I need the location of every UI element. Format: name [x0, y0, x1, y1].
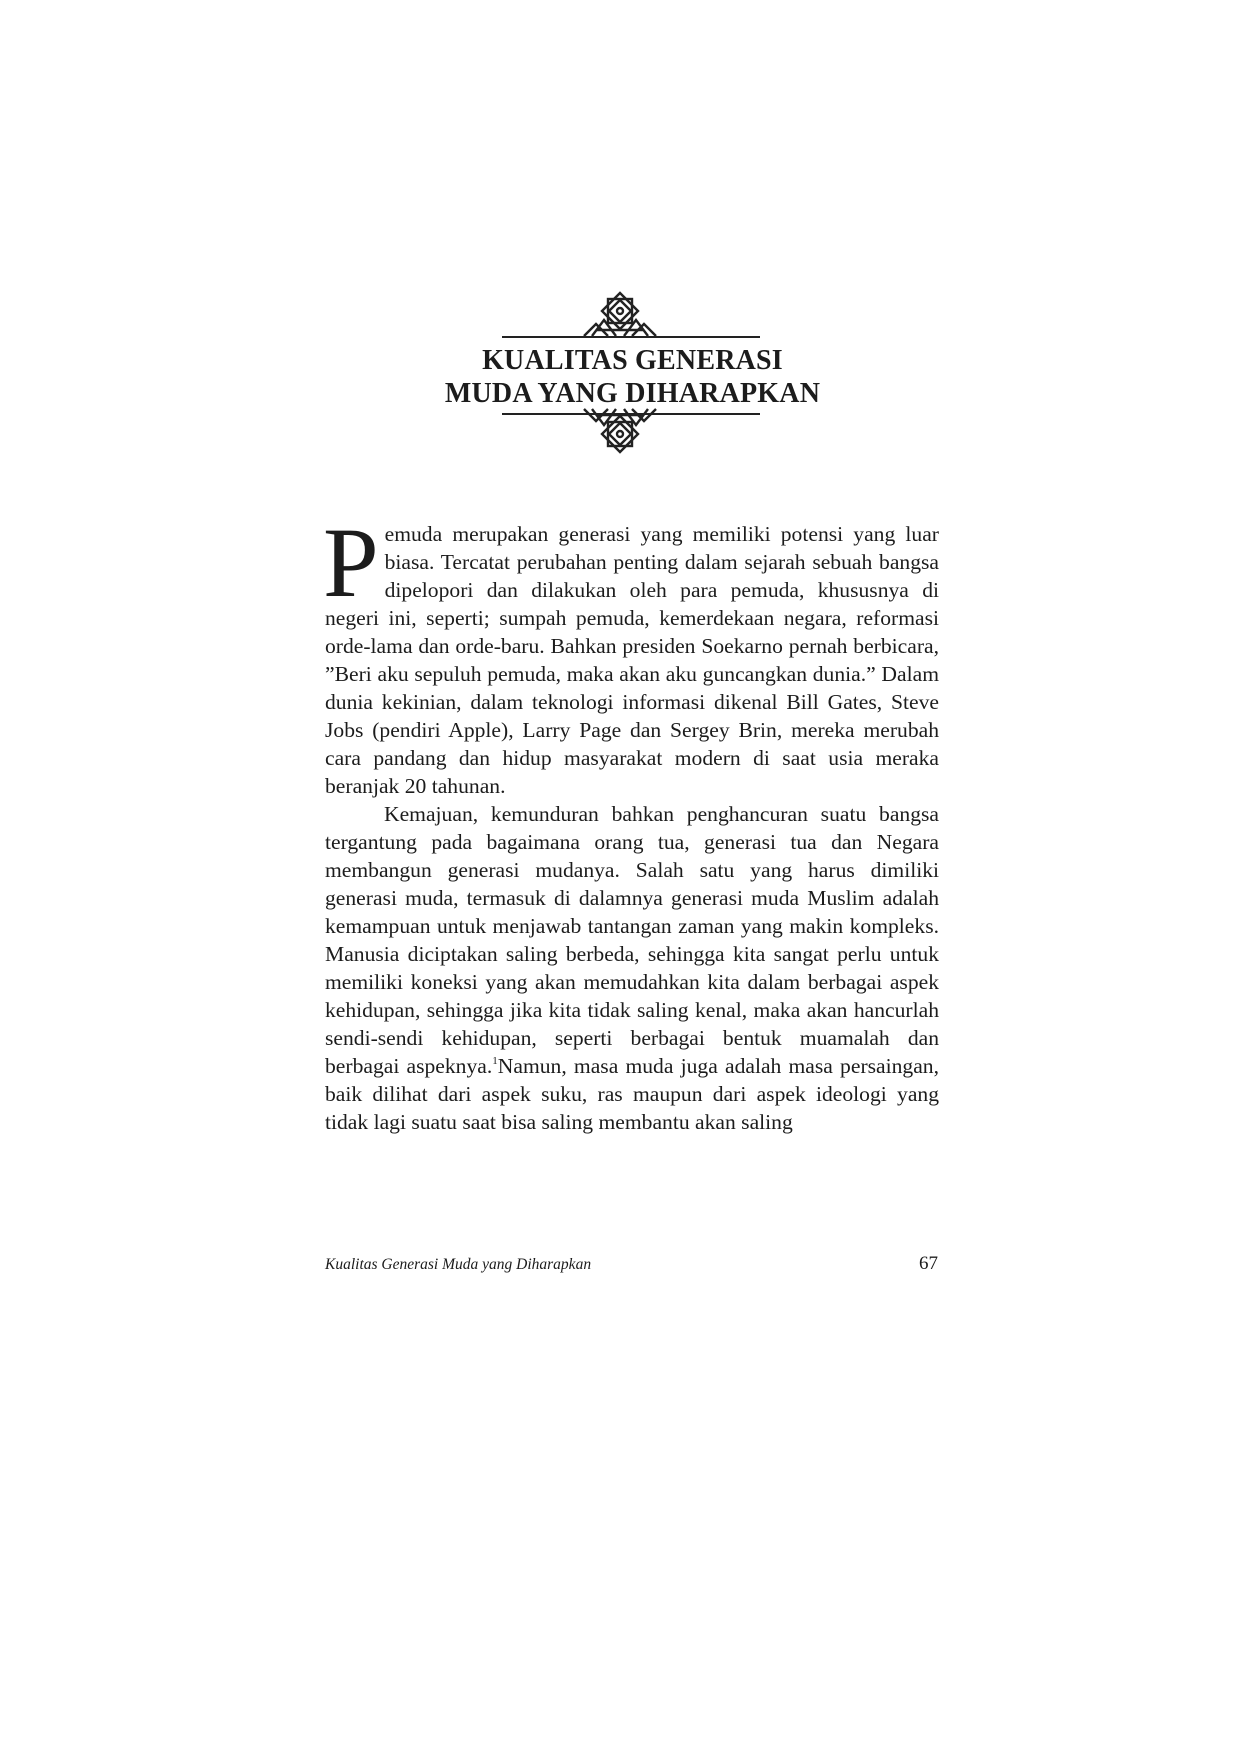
- ornament-top: [0, 290, 1240, 350]
- ornament-top-icon: [578, 290, 662, 342]
- paragraph-1-text: emuda merupakan generasi yang memiliki potensi yang luar biasa. Tercatat perubahan penting dalam sejarah sebuah bangsa dipelopori dan dilakukan oleh para pemuda, khususnya di negeri ini, seperti; sumpah pemuda, kemerdekaan negara, reformasi orde-lama dan orde-baru. Bahkan presiden Soekarno pernah berbicara, ”Beri aku sepuluh pemuda, maka akan aku guncangkan dunia.” Dalam dunia kekinian, dalam teknologi informasi dikenal Bill Gates, Steve Jobs (pendiri Apple), Larry Page dan Sergey Brin, mereka merubah cara pandang dan hidup masyarakat modern di saat usia meraka beranjak 20 tahunan.: [325, 522, 939, 798]
- ornament-bottom: [0, 403, 1240, 463]
- chapter-title: [400, 344, 865, 410]
- ornament-bottom-icon: [578, 403, 662, 455]
- body-text: [323, 507, 939, 1136]
- paragraph-1: [323, 507, 939, 800]
- running-footer-title: Kualitas Generasi Muda yang Diharapkan: [325, 1256, 592, 1273]
- chapter-title-line-1: KUALITAS GENERASI: [482, 345, 783, 376]
- chapter-title-line-2: MUDA YANG DIHARAPKAN: [444, 378, 821, 409]
- page-number: 67: [919, 1253, 938, 1274]
- paragraph-2: [325, 800, 939, 1136]
- footnote-marker[interactable]: 1: [492, 1055, 498, 1067]
- paragraph-2-text-a: Kemajuan, kemunduran bahkan penghancuran suatu bangsa tergantung pada bagaimana orang tua, generasi tua dan Negara membangun generasi mudanya. Salah satu yang harus dimiliki generasi muda, termasuk di dalamnya generasi muda Muslim adalah kemampuan untuk menjawab tantangan zaman yang makin kompleks. Manusia diciptakan saling berbeda, sehingga kita sangat perlu untuk memiliki koneksi yang akan memudahkan kita dalam berbagai aspek kehidupan, sehingga jika kita tidak saling kenal, maka akan hancurlah sendi-sendi kehidupan, seperti berbagai bentuk muamalah dan berbagai aspeknya.: [325, 802, 939, 1078]
- paragraph-2-text-b: Namun, masa muda juga adalah masa persaingan, baik dilihat dari aspek suku, ras maupun dari aspek ideologi yang tidak lagi suatu saat bisa saling membantu akan saling: [325, 1054, 939, 1134]
- drop-cap: P: [323, 507, 379, 618]
- title-rule-top: [502, 336, 760, 338]
